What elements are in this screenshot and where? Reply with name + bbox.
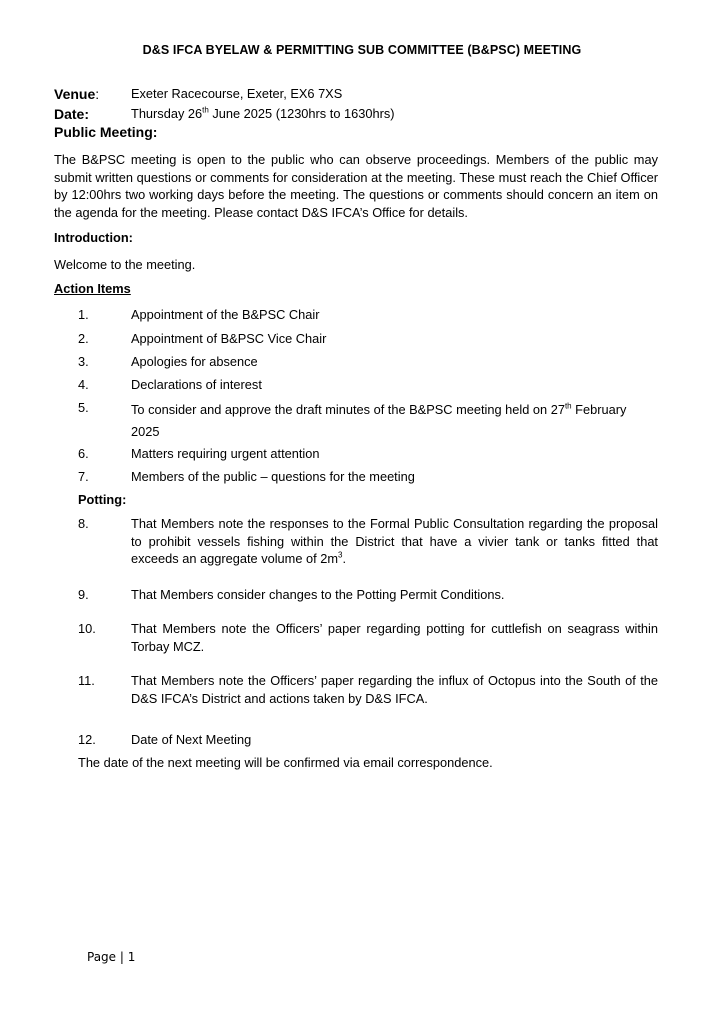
document-page: D&S IFCA BYELAW & PERMITTING SUB COMMITTEE (B&PSC) MEETING Venue: Exeter Racecourse, Exeter, EX6 7XS Date: Thursday 26th June 2025 (1230hrs to 1630hrs) Public Meeting: The B&PSC meeting is open to the public who can observe proceedings. Members of the public may submit written questions or comments for consideration at the meeting. These must reach the Chief Officer by 12:00hrs two working days before the meeting. The questions or comments should concern an item on the agenda for the meeting. Please contact D&S IFCA’s Office for details. Introduction: Welcome to the meeting. Action Items 1. Appointment of the B&PSC Chair 2. Appointment of B&PSC Vice Chair 3. Apologies for absence 4. Declarations of interest 5. To consider and approve the draft minutes of the B&PSC meeting held on 27th February 2025 6. Matters requiring urgent attention 7. Members of the public – questions for the meeting Potting: 8. That Members note the responses to the Formal Public Consultation regarding the proposal to prohibit vessels fishing within the District that have a vivier tank or tanks fitted that exceeds an aggregate volume of $2m^3$. 9. That Members consider changes to the Potting Permit Conditions. 10. That Members note the Officers’ paper regarding potting for cuttlefish on seagrass within Torbay MCZ. 11. That Members note the Officers’ paper regarding the influx of Octopus into the South of the D&S IFCA’s District and actions taken by D&S IFCA. 12. Date of Next Meeting The date of the next meeting will be confirmed via email correspondence. Page | 1: [0, 0, 724, 1024]
date-label: Date:: [54, 106, 90, 122]
date-value: Thursday 26th June 2025 (1230hrs to 1630hrs): [131, 105, 395, 121]
document-title: D&S IFCA BYELAW & PERMITTING SUB COMMITTEE (B&PSC) MEETING: [142, 43, 582, 57]
venue-label: Venue:: [54, 86, 100, 102]
introduction-heading: Introduction:: [54, 230, 133, 245]
page-number: Page | 1: [87, 950, 136, 964]
public-meeting-heading: Public Meeting:: [54, 124, 158, 140]
introduction-text: Welcome to the meeting.: [54, 257, 196, 272]
next-meeting-note: The date of the next meeting will be confirmed via email correspondence.: [78, 755, 493, 770]
potting-heading: Potting:: [78, 492, 127, 507]
action-items-heading: Action Items: [54, 281, 131, 296]
public-meeting-text: The B&PSC meeting is open to the public who can observe proceedings. Members of the public may submit written questions or comments for consideration at the meeting. These must reach the Chief Officer by 12:00hrs two working days before the meeting. The questions or comments should concern an item on the agenda for the meeting. Please contact D&S IFCA’s Office for details.: [54, 152, 658, 220]
venue-value: Exeter Racecourse, Exeter, EX6 7XS: [131, 86, 343, 101]
